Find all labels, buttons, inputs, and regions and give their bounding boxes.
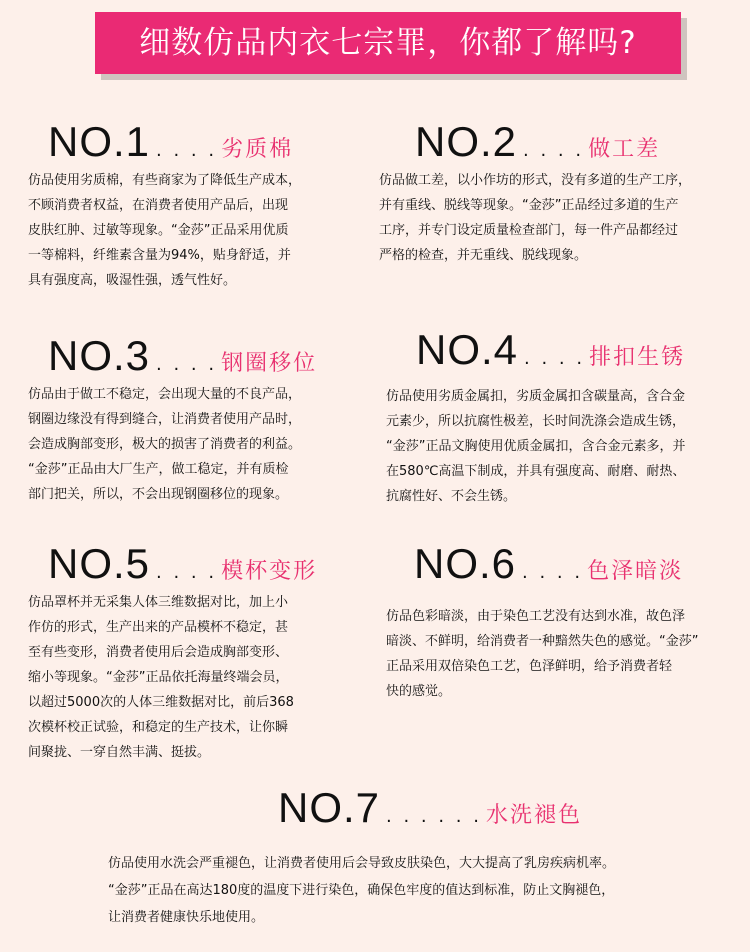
body-line: 皮肤红肿、过敏等现象。“金莎”正品采用优质 bbox=[28, 223, 289, 238]
dotted-leader: . . . . bbox=[156, 140, 218, 161]
section-no6 bbox=[386, 540, 698, 704]
body-line: 严格的检查，并无重线、脱线现象。 bbox=[379, 248, 588, 263]
body-line: 在580℃高温下制成，并具有强度高、耐磨、耐热、 bbox=[386, 464, 686, 479]
section-heading bbox=[28, 118, 301, 168]
section-heading bbox=[28, 540, 317, 590]
body-line: 仿品由于做工不稳定，会出现大量的不良产品， bbox=[28, 387, 302, 402]
section-no1 bbox=[28, 118, 301, 293]
body-line: “金莎”正品在高达180度的温度下进行染色，确保色牢度的值达到标准，防止文胸褪色， bbox=[108, 883, 615, 898]
dotted-leader: . . . . bbox=[524, 348, 586, 369]
section-no2 bbox=[379, 118, 691, 268]
dotted-leader: . . . . bbox=[156, 562, 218, 583]
section-label: 水洗褪色 bbox=[485, 803, 582, 828]
body-line: 并有重线、脱线等现象。“金莎”正品经过多道的生产 bbox=[379, 198, 679, 213]
body-line: 间聚拢、一穿自然丰满、挺拔。 bbox=[28, 745, 211, 760]
title-banner bbox=[95, 12, 681, 74]
section-label: 做工差 bbox=[588, 137, 661, 162]
body-line: 作仿的形式，生产出来的产品模杯不稳定，甚 bbox=[28, 620, 289, 635]
body-line: 一等棉料，纤维素含量为94%，贴身舒适，并 bbox=[28, 248, 291, 263]
section-heading bbox=[108, 784, 615, 834]
body-line: 仿品使用水洗会严重褪色，让消费者使用后会导致皮肤染色，大大提高了乳房疾病机率。 bbox=[108, 856, 616, 871]
section-number: NO.6 bbox=[414, 540, 517, 587]
section-number: NO.7 bbox=[278, 784, 381, 831]
section-number: NO.5 bbox=[48, 540, 151, 587]
body-line: 不顾消费者权益，在消费者使用产品后，出现 bbox=[28, 198, 289, 213]
body-line: 部门把关，所以，不会出现钢圈移位的现象。 bbox=[28, 487, 289, 502]
section-number: NO.3 bbox=[48, 332, 151, 379]
dotted-leader: . . . . bbox=[156, 354, 218, 375]
body-line: 仿品使用劣质金属扣，劣质金属扣含碳量高，含合金 bbox=[386, 389, 686, 404]
body-line: “金莎”正品由大厂生产，做工稳定，并有质检 bbox=[28, 462, 289, 477]
section-no5 bbox=[28, 540, 317, 765]
body-line: 仿品色彩暗淡，由于染色工艺没有达到水准，故色泽 bbox=[386, 609, 686, 624]
body-line: 仿品使用劣质棉，有些商家为了降低生产成本， bbox=[28, 173, 302, 188]
body-line: 暗淡、不鲜明，给消费者一种黯然失色的感觉。“金莎” bbox=[386, 634, 699, 649]
body-line: 次模杯校正试验，和稳定的生产技术，让你瞬 bbox=[28, 720, 289, 735]
section-body bbox=[379, 168, 691, 268]
body-line: 以超过5000次的人体三维数据对比，前后368 bbox=[28, 695, 294, 710]
section-heading bbox=[386, 326, 685, 376]
section-label: 钢圈移位 bbox=[221, 351, 318, 376]
body-line: “金莎”正品文胸使用优质金属扣，含合金元素多，并 bbox=[386, 439, 686, 454]
section-heading bbox=[386, 540, 698, 590]
body-line: 会造成胸部变形，极大的损害了消费者的利益。 bbox=[28, 437, 302, 452]
section-number: NO.1 bbox=[48, 118, 151, 165]
section-heading bbox=[28, 332, 317, 382]
section-body bbox=[108, 850, 615, 931]
body-line: 抗腐性好、不会生锈。 bbox=[386, 489, 517, 504]
section-no4 bbox=[386, 326, 685, 509]
section-label: 模杯变形 bbox=[221, 559, 318, 584]
body-line: 具有强度高，吸湿性强，透气性好。 bbox=[28, 273, 237, 288]
dotted-leader: . . . . . . bbox=[386, 806, 482, 827]
body-line: 让消费者健康快乐地使用。 bbox=[108, 910, 265, 925]
body-line: 元素少，所以抗腐性极差，长时间洗涤会造成生锈， bbox=[386, 414, 686, 429]
body-line: 工序，并专门设定质量检查部门，每一件产品都经过 bbox=[379, 223, 679, 238]
section-body bbox=[386, 384, 685, 509]
section-number: NO.4 bbox=[416, 326, 519, 373]
section-label: 色泽暗淡 bbox=[587, 559, 684, 584]
body-line: 快的感觉。 bbox=[386, 684, 452, 699]
section-no7 bbox=[108, 784, 615, 931]
section-heading bbox=[379, 118, 691, 168]
section-no3 bbox=[28, 332, 317, 507]
body-line: 仿品罩杯并无采集人体三维数据对比，加上小 bbox=[28, 595, 289, 610]
banner-title: 细数仿品内衣七宗罪，你都了解吗? bbox=[139, 25, 637, 61]
body-line: 正品采用双倍染色工艺，色泽鲜明，给予消费者轻 bbox=[386, 659, 673, 674]
body-line: 钢圈边缘没有得到缝合，让消费者使用产品时， bbox=[28, 412, 302, 427]
body-line: 仿品做工差，以小作坊的形式，没有多道的生产工序， bbox=[379, 173, 692, 188]
section-body bbox=[28, 590, 317, 765]
section-body bbox=[28, 168, 301, 293]
body-line: 至有些变形，消费者使用后会造成胸部变形、 bbox=[28, 645, 289, 660]
section-label: 劣质棉 bbox=[221, 137, 294, 162]
section-body bbox=[386, 604, 698, 704]
section-label: 排扣生锈 bbox=[589, 345, 686, 370]
body-line: 缩小等现象。“金莎”正品依托海量终端会员， bbox=[28, 670, 289, 685]
dotted-leader: . . . . bbox=[523, 140, 585, 161]
dotted-leader: . . . . bbox=[522, 562, 584, 583]
section-number: NO.2 bbox=[415, 118, 518, 165]
section-body bbox=[28, 382, 317, 507]
